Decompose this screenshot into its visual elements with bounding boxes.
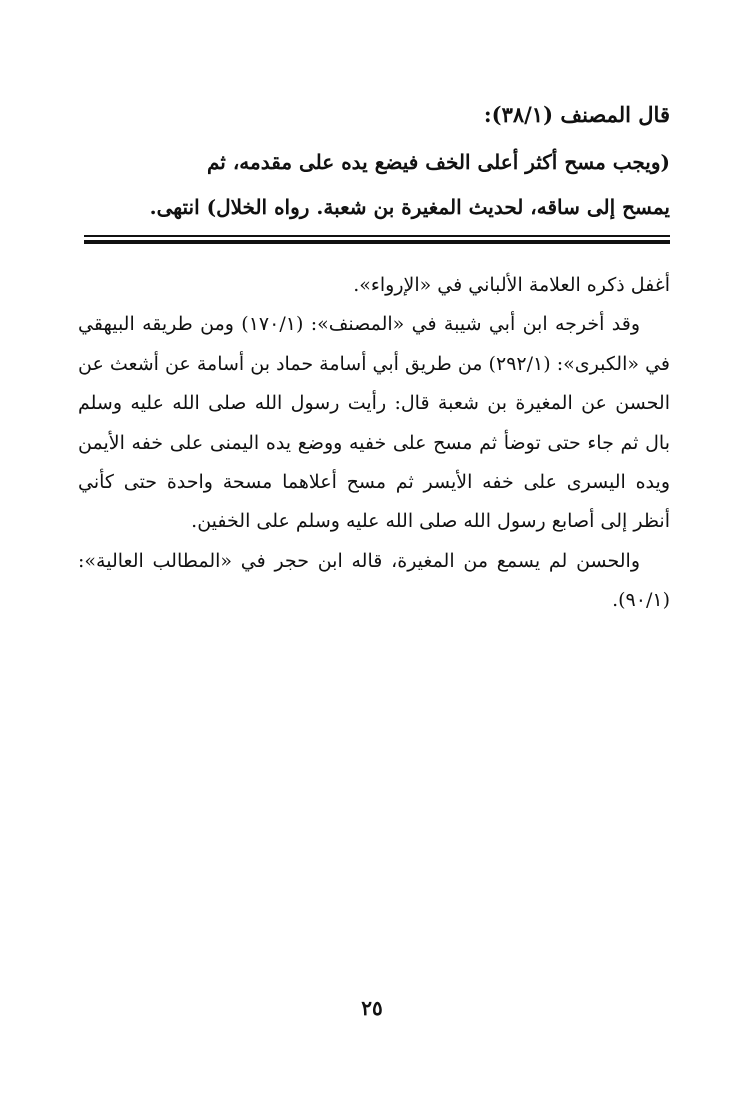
section-heading: قال المصنف (٣٨/١): [483, 102, 670, 127]
footnote-paragraph: والحسن لم يسمع من المغيرة، قاله ابن حجر في «المطالب العالية»: (٩٠/١). [78, 549, 670, 612]
page-number: ٢٥ [361, 996, 383, 1020]
quote-line: يمسح إلى ساقه، لحديث المغيرة بن شعبة. رواه الخلال) انتهى. [149, 195, 670, 219]
separator-rule [84, 240, 670, 244]
quote-line: (ويجب مسح أكثر أعلى الخف فيضع يده على مقدمه، ثم [206, 150, 670, 174]
separator-rule [84, 235, 670, 237]
footnote-section [78, 266, 670, 621]
quoted-text [78, 140, 670, 230]
footnote-paragraph: أغفل ذكره العلامة الألباني في «الإرواء». [353, 274, 670, 296]
footnote-paragraph: وقد أخرجه ابن أبي شيبة في «المصنف»: (١٧٠/١) ومن طريقه البيهقي في «الكبرى»: (٢٩٢/١) من طريق أبي أسامة حماد بن أسامة عن أشعث عن الحسن عن المغيرة بن شعبة قال: رأيت رسول الله صلى الله عليه وسلم بال ثم جاء حتى توضأ ثم مسح على خفيه ووضع يده اليمنى على خفه الأيمن ويده اليسرى على خفه الأيسر ثم مسح أعلاهما مسحة واحدة حتى كأني أنظر إلى أصابع رسول الله صلى الله عليه وسلم على الخفين. [78, 313, 670, 533]
